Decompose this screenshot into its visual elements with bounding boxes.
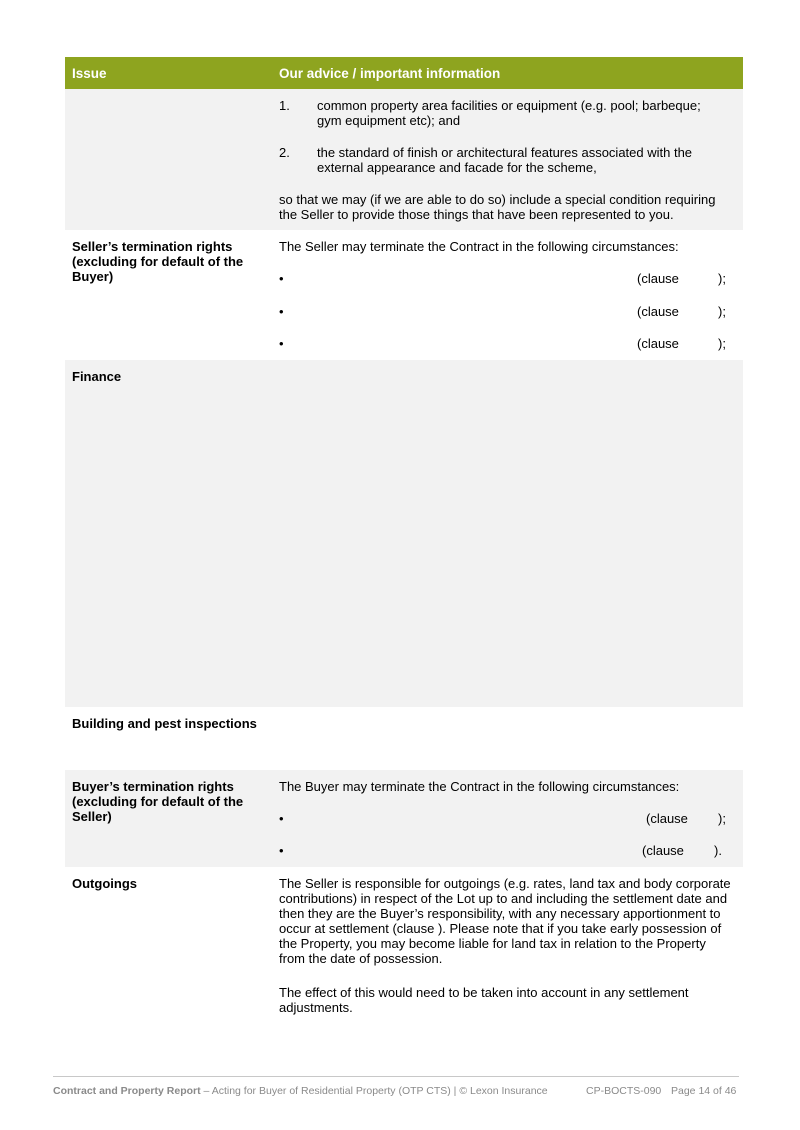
clause-end: );: [718, 271, 726, 286]
table-row-continuation: [65, 89, 743, 230]
table-row-outgoings: [65, 867, 743, 1027]
clause-ref: (clause: [637, 336, 679, 351]
row-label: Seller’s termination rights (excluding for default of the Buyer): [72, 239, 244, 284]
clause-ref: (clause: [637, 304, 679, 319]
clause-ref: (clause: [637, 271, 679, 286]
list-text: the standard of finish or architectural features associated with the external appearance and facade for the scheme,: [317, 145, 693, 175]
bullet: •: [279, 811, 284, 826]
list-text: common property area facilities or equipment (e.g. pool; barbeque; gym equipment etc); and: [317, 98, 701, 128]
list-item: [279, 304, 735, 319]
list-item: [279, 336, 735, 351]
list-number: 2.: [279, 145, 290, 160]
table-header: [65, 57, 743, 89]
footer-title: Contract and Property Report: [53, 1085, 201, 1097]
list-item: [279, 98, 735, 130]
clause-ref: (clause: [646, 811, 688, 826]
bullet: •: [279, 271, 284, 286]
list-number: 1.: [279, 98, 290, 113]
clause-end: ).: [714, 843, 722, 858]
row-label: Building and pest inspections: [72, 716, 257, 731]
footer-page-number: Page 14 of 46: [671, 1085, 737, 1097]
footer-divider: [53, 1076, 739, 1077]
outgoings-paragraph-1: The Seller is responsible for outgoings (e.g. rates, land tax and body corporate contributions) in respect of the Lot up to and including the settlement date and then they are the Buyer’s responsibility, with any necessary apportionment to occur at settlement (clause ). Please note that if you take early possession of the Property, you may become liable for land tax in relation to the Property from the date of possession.: [279, 876, 731, 966]
list-item: [279, 811, 735, 826]
header-issue: Issue: [72, 66, 107, 81]
advice-table: [65, 57, 743, 1027]
row-intro: The Seller may terminate the Contract in the following circumstances:: [279, 239, 679, 254]
row-intro: The Buyer may terminate the Contract in the following circumstances:: [279, 779, 680, 794]
bullet: •: [279, 336, 284, 351]
list-item: [279, 843, 735, 858]
clause-end: );: [718, 811, 726, 826]
header-advice: Our advice / important information: [279, 66, 501, 81]
list-item: [279, 145, 735, 177]
list-item: [279, 271, 735, 286]
row-label: Outgoings: [72, 876, 137, 891]
table-row-building-pest: [65, 707, 743, 770]
clause-end: );: [718, 336, 726, 351]
clause-ref: (clause: [642, 843, 684, 858]
table-row-buyer-termination: [65, 770, 743, 867]
bullet: •: [279, 843, 284, 858]
footer-left: [53, 1084, 548, 1099]
clause-end: );: [718, 304, 726, 319]
row-label: Buyer’s termination rights (excluding for default of the Seller): [72, 779, 244, 824]
footer-code: CP-BOCTS-090: [586, 1085, 662, 1097]
footer-subtitle: – Acting for Buyer of Residential Property (OTP CTS) | © Lexon Insurance: [200, 1085, 548, 1097]
table-row-finance: [65, 360, 743, 707]
outgoings-paragraph-2: The effect of this would need to be taken into account in any settlement adjustments.: [279, 985, 689, 1015]
bullet: •: [279, 304, 284, 319]
row-label: Finance: [72, 369, 122, 384]
table-row-seller-termination: [65, 230, 743, 360]
closing-text: so that we may (if we are able to do so) include a special condition requiring the Seller to provide those things that have been represented to you.: [279, 192, 716, 222]
